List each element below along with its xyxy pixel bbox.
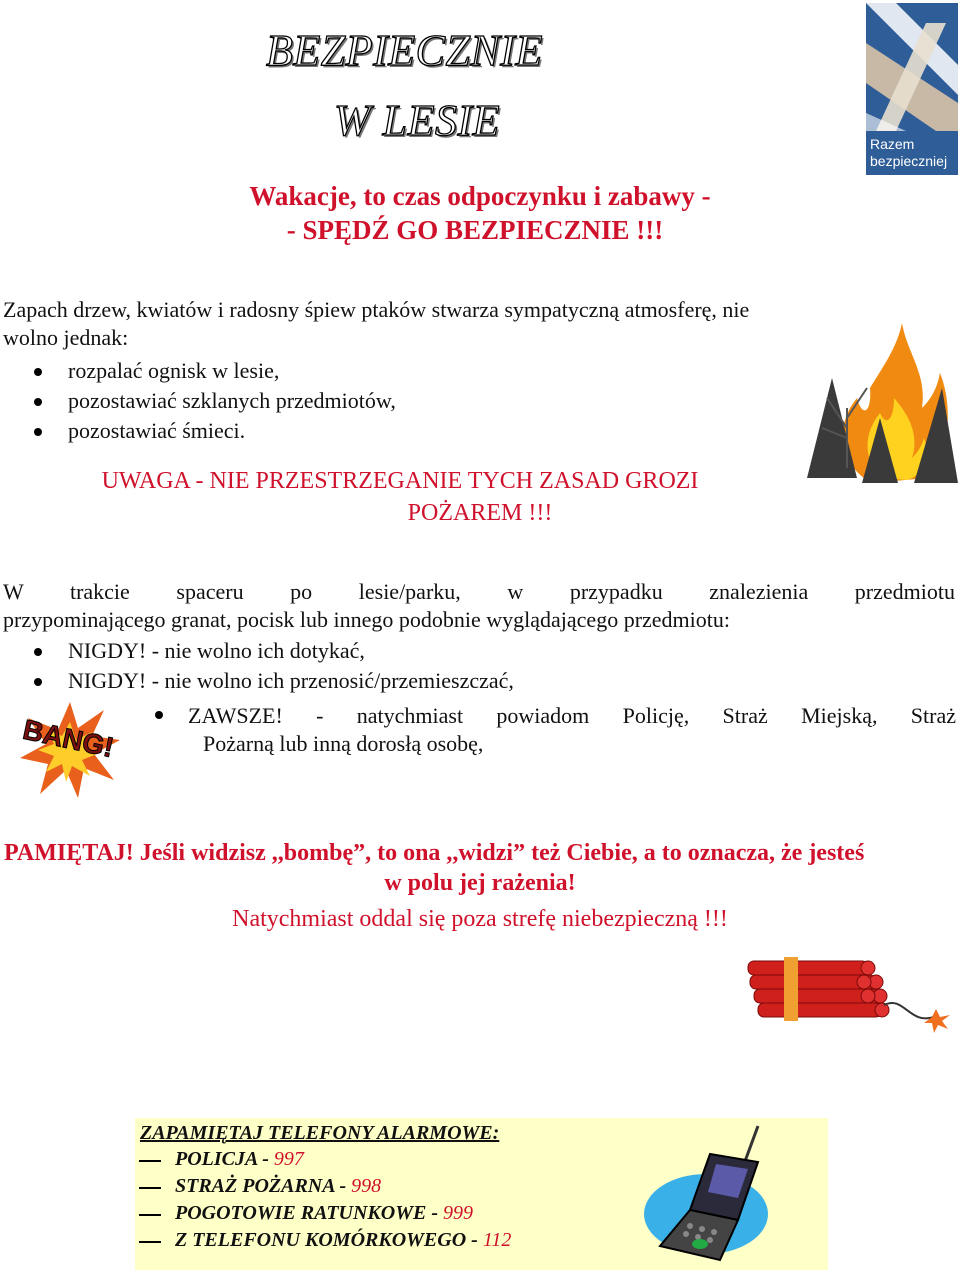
remember-line-2: w polu jej rażenia! — [384, 870, 576, 896]
bullet-icon — [155, 711, 163, 719]
subtitle-line-2: - SPĘDŹ GO BEZPIECZNIE !!! — [286, 215, 664, 245]
bang-text: BANG! — [20, 713, 117, 764]
phone-label: POLICJA - — [175, 1148, 274, 1170]
phone-entry-ambulance — [137, 1200, 511, 1227]
forest-fire-illustration — [802, 318, 958, 488]
phone-number: 999 — [443, 1202, 473, 1224]
logo-text-1: Razem — [870, 136, 915, 152]
list-item: NIGDY! - nie wolno ich dotykać, — [0, 636, 514, 666]
fire-warning-line-2: POŻAREM !!! — [407, 500, 553, 526]
fire-warning-line-1: UWAGA - NIE PRZESTRZEGANIE TYCH ZASAD GROZI — [101, 468, 699, 494]
forest-intro-line-2: wolno jednak: — [3, 325, 129, 350]
phone-label: POGOTOWIE RATUNKOWE - — [175, 1202, 443, 1224]
forest-intro-line-1: Zapach drzew, kwiatów i radosny śpiew ptaków stwarza sympatyczną atmosferę, nie — [3, 297, 750, 322]
phone-label: Z TELEFONU KOMÓRKOWEGO - — [175, 1229, 483, 1251]
phone-entry-mobile — [137, 1227, 511, 1254]
remember-line-3: Natychmiast oddal się poza strefę niebezpieczną !!! — [232, 906, 728, 932]
title-line-2: W LESIE — [334, 96, 501, 145]
phone-number: 997 — [273, 1148, 304, 1170]
bang-explosion-illustration — [18, 700, 122, 800]
phones-list — [137, 1146, 511, 1254]
grenade-rules-list — [0, 636, 514, 696]
title-line-1: BEZPIECZNIE — [266, 26, 543, 75]
emergency-phones-box — [135, 1118, 828, 1270]
list-item: NIGDY! - nie wolno ich przenosić/przemieszczać, — [0, 666, 514, 696]
list-item: pozostawiać szklanych przedmiotów, — [0, 386, 396, 416]
always-line-1: ZAWSZE! - natychmiast powiadom Policję, Straż Miejską, Straż — [188, 703, 956, 728]
remember-line-1: PAMIĘTAJ! Jeśli widzisz ,,bombę”, to ona ,,widzi” też Ciebie, a to oznacza, że jesteś — [4, 840, 865, 866]
phone-entry-fire — [137, 1173, 511, 1200]
phone-label: STRAŻ POŻARNA - — [175, 1175, 352, 1197]
phone-number: 998 — [351, 1175, 382, 1197]
phones-heading: ZAPAMIĘTAJ TELEFONY ALARMOWE: — [140, 1122, 500, 1144]
list-item: rozpalać ognisk w lesie, — [0, 356, 396, 386]
grenade-intro-line-2: przypominającego granat, pocisk lub innego podobnie wyglądającego przedmiotu: — [3, 607, 730, 632]
dynamite-illustration — [744, 955, 954, 1035]
phone-entry-police — [137, 1146, 511, 1173]
list-item: pozostawiać śmieci. — [0, 416, 396, 446]
razem-bezpieczniej-logo — [866, 3, 958, 175]
subtitle-line-1: Wakacje, to czas odpoczynku i zabawy - — [249, 181, 711, 211]
always-line-2: Pożarną lub inną dorosłą osobę, — [203, 731, 484, 756]
grenade-intro-line-1: W trakcie spaceru po lesie/parku, w przypadku znalezienia przedmiotu — [3, 579, 955, 604]
mobile-phone-icon — [640, 1124, 780, 1264]
forest-rules-list — [0, 356, 396, 446]
logo-text-2: bezpieczniej — [870, 153, 948, 169]
phone-number: 112 — [482, 1229, 512, 1251]
